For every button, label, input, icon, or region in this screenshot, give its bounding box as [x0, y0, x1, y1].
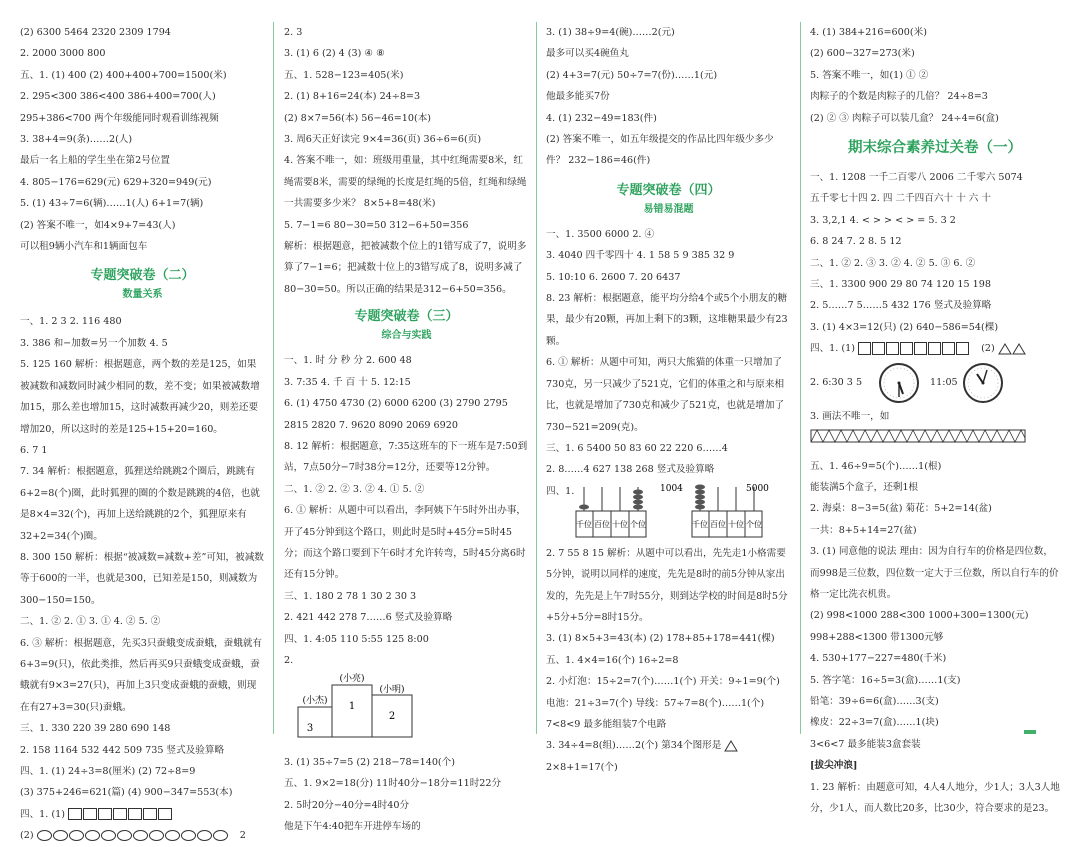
answer-line: 3. 周6天正好读完 9×4=36(页) 36÷6=6(页) [284, 134, 482, 146]
answer-line: 295+386<700 两个年级能同时观看训练视频 [20, 112, 219, 124]
answer-paragraph: 3. (1) 同意他的说法 理由：因为自行车的价格是四位数，而998是三位数，四位数一定大于三位数，所以自行车的价格一定比洗衣机贵。 [810, 546, 1059, 600]
answer-line: 他最多能买7份 [546, 91, 610, 103]
answer-line: 2. 海桌：8−3=5(盆) 菊花：5+2=14(盆) [810, 503, 992, 515]
column-divider [800, 22, 801, 734]
column-1 [20, 22, 265, 842]
answer-line: 2. 5时20分−40分=4时40分 [284, 799, 410, 811]
answer-line: 五千零七十四 2. 四 二千四百六十 十 六 十 [810, 193, 991, 205]
square-shape [872, 342, 885, 355]
answer-line: 一共：8+5+14=27(盆) [810, 524, 917, 536]
answer-line: 6. (1) 4750 4730 (2) 6000 6200 (3) 2790 2795 [284, 398, 508, 410]
section-title: 专题突破卷（四） [616, 182, 721, 198]
answer-line [20, 825, 265, 846]
answer-line: 二、1. ② 2. ② 3. ② 4. ① 5. ② [284, 483, 425, 495]
answer-line: 2815 2820 7. 9620 8090 2069 6920 [284, 419, 458, 431]
answer-line: 最多可以买4碗鱼丸 [546, 48, 629, 60]
abacus-left [576, 487, 646, 537]
answer-line: 他是下午4:40把车开进停车场的 [284, 821, 421, 832]
answer-line: (2) 998<1000 288<300 1000+300=1300(元) [810, 610, 1029, 622]
section-subtitle: 数量关系 [122, 289, 163, 301]
answer-line: (2) 8×7=56(本) 56−46=10(本) [284, 112, 432, 124]
oval-shape [197, 830, 212, 841]
place-label: 个位 [746, 519, 762, 529]
answer-line: 5. (1) 43÷7=6(辆)……1(人) 6+1=7(辆) [20, 198, 204, 210]
answer-line: 2. 421 442 278 7……6 竖式及验算略 [284, 612, 453, 624]
oval-shape [101, 830, 116, 841]
rectangle-shape [158, 808, 172, 820]
rectangle-shape [128, 808, 142, 820]
answer-line: 4. 530+177−227=480(千米) [810, 653, 947, 665]
triangles-figure [998, 343, 1026, 355]
answer-line: 5. 答字笔：16÷5=3(盒)……1(支) [810, 674, 961, 686]
rectangles-figure [68, 809, 173, 820]
answer-line: 3. 386 和−加数=另一个加数 4. 5 [20, 337, 168, 349]
answer-line: 4. 805−176=629(元) 629+320=949(元) [20, 176, 212, 188]
page-edge-tab [1024, 730, 1036, 734]
podium-figure [284, 673, 529, 747]
clock-icon [878, 362, 920, 404]
podium-name-third: (小杰) [302, 696, 328, 707]
answer-line: 二、1. ② 2. ① 3. ① 4. ② 5. ② [20, 616, 161, 628]
clock-time-label: 11:05 [930, 376, 958, 388]
triangle-shape [724, 740, 738, 752]
answer-paragraph: 6. ① 解析：从题中可知，两只大熊猫的体重一只增加了730克，另一只减少了521克，它们的体重之和与原来相比，也就是增加了730克和减少了521克，也就是增加了730−521=209(克)。 [546, 357, 785, 433]
answer-line: (2) 600−327=273(米) [810, 48, 915, 60]
oval-shape [165, 830, 180, 841]
podium-diagram [284, 673, 444, 739]
answer-line: 3. 38+4=9(条)……2(人) [20, 134, 133, 146]
rectangle-shape [83, 808, 97, 820]
answer-line: 四、1. 4:05 110 5:55 125 8:00 [284, 633, 429, 645]
answer-line: 三、1. 330 220 39 280 690 148 [20, 723, 171, 735]
square-shape [858, 342, 871, 355]
answer-label-2: (2) [981, 343, 995, 355]
column-divider [273, 22, 274, 734]
abacus-diagram [546, 481, 791, 543]
podium-name-first: (小亮) [339, 674, 365, 685]
place-label: 百位 [594, 519, 610, 529]
oval-shape [133, 830, 148, 841]
answer-line: 四、1. (1) 24÷3=8(厘米) (2) 72÷8=9 [20, 766, 196, 777]
answer-line: 五、1. 4×4=16(个) 16÷2=8 [546, 654, 679, 666]
clocks-row [810, 360, 1060, 406]
abacus-row [546, 481, 791, 543]
answer-paragraph: (2) 答案不唯一，如五年级提交的作品比四年级少多少件？ 232−186=46(件) [546, 134, 774, 167]
answer-text: 3. 34÷4=8(组)……2(个) 第34个图形是 [546, 740, 722, 752]
answer-paragraph: 8. 23 解析：根据题意，能平均分给4个或5个小朋友的糖果，最少有20颗，再加上剩下的3颗，这堆糖果最少有23颗。 [546, 293, 788, 347]
section-subtitle: 综合与实践 [381, 330, 432, 342]
place-label: 千位 [692, 519, 708, 529]
answer-line: 一、1. 3500 6000 2. ④ [546, 228, 655, 240]
answer-line: 三、1. 180 2 78 1 30 2 30 3 [284, 590, 417, 602]
answer-line: 可以租9辆小汽车和1辆面包车 [20, 241, 148, 253]
section-heading [20, 265, 265, 303]
answer-line: 3. 7:35 4. 千 百 十 5. 12:15 [284, 376, 411, 388]
clock-icon [962, 362, 1004, 404]
answer-line: 五、1. 528−123=405(米) [284, 69, 404, 81]
place-label: 千位 [576, 519, 592, 529]
answer-line: 2. 5……7 5……5 432 176 竖式及验算略 [810, 300, 992, 312]
oval-shape [181, 830, 196, 841]
answer-line: 3. 画法不唯一，如 [810, 410, 890, 422]
rectangle-shape [98, 808, 112, 820]
column-4 [810, 22, 1060, 814]
answer-line [810, 338, 1060, 359]
column-3 [546, 22, 791, 773]
answer-paragraph: 5. 125 160 解析：根据题意，两个数的差是125，如果被减数和减数同时减少相同的数，差不变；如果被减数增加15，那么差也增加15，这时减数再减少20，则差还要增加20，所以这时的差是125+15+20=160。 [20, 359, 260, 435]
answer-line: 5. 7−1=6 80−30=50 312−6+50=356 [284, 219, 469, 231]
answer-line: (2) ② ③ 肉粽子可以装几盒？ 24÷4=6(盒) [810, 112, 999, 124]
place-label: 个位 [630, 519, 646, 529]
answer-line: 三、1. 6 5400 50 83 60 22 220 6……4 [546, 442, 728, 454]
place-label: 百位 [710, 519, 726, 529]
podium-name-second: (小明) [379, 685, 405, 696]
oval-shape [149, 830, 164, 841]
column-divider [536, 22, 537, 734]
place-label: 十位 [728, 519, 744, 529]
rectangle-shape [113, 808, 127, 820]
abacus-left-value: 1004 [660, 483, 683, 494]
answer-paragraph: 6. ③ 解析：根据题意，先买3只蚕蛾变成蚕蛾，蚕蛾就有6+3=9(只)，依此类推，然后再买9只蚕蛾变成蚕蛾，蚕蛾就有9×3=27(只)，再加上3只变成蚕蛾的蚕蛾，则现在有27+3=30(只)蚕蛾。 [20, 637, 263, 713]
answer-line: 二、1. ② 2. ③ 3. ② 4. ② 5. ③ 6. ② [810, 257, 976, 269]
answer-line: (2) 4+3=7(元) 50÷7=7(份)……1(元) [546, 69, 718, 81]
oval-shape [85, 830, 100, 841]
section-heading [810, 133, 1060, 163]
section-subtitle: 易错易混题 [643, 203, 694, 215]
answer-paragraph: 2. 7 55 8 15 解析：从题中可以看出，先先走1小格需要5分钟，说明以同样的速度，先先是8时的前5分钟从家出发的，先先是上午7时55分，则到达学校的时间是8时5分+5分+5分=8时15分。 [546, 547, 788, 623]
answer-line: 3. (1) 38÷9=4(碗)……2(元) [546, 27, 675, 38]
answer-paragraph: 1. 23 解析：由题意可知，4人4人地分，少1人；3人3人地分，少1人，而人数比20多，比30少，符合要求的是23。 [810, 781, 1060, 814]
square-shape [956, 342, 969, 355]
answer-line: 998+288<1300 带1300元够 [810, 631, 944, 643]
answer-line: 3. (1) 8×5+3=43(本) (2) 178+85+178=441(棵) [546, 633, 775, 645]
answer-paragraph: 8. 12 解析：根据题意，7:35这班车的下一班车是7:50到站，7点50分−7时38分=12分，还要等12分钟。 [284, 440, 528, 474]
answer-label: 四、1. (1) [810, 343, 855, 355]
answer-line: 五、1. 9×2=18(分) 11时40分−18分=11时22分 [284, 778, 502, 790]
zigzag-pattern [810, 429, 1026, 443]
answer-line: 最后一名上船的学生坐在第2号位置 [20, 155, 171, 167]
oval-shape [53, 830, 68, 841]
answer-paragraph: 7. 34 解析：根据题意，狐狸送给跳跳2个圈后，跳跳有6+2=8(个)圈，此时狐狸的圈的个数是跳跳的4倍，也就是8×4=32(个)，再加上送给跳跳的2个，狐狸原来有32+2=34(个)圈。 [20, 466, 260, 542]
answer-line: 一、1. 2 3 2. 116 480 [20, 316, 122, 328]
answer-label: (2) [20, 830, 34, 842]
answer-line: 一、1. 时 分 秒 分 2. 600 48 [284, 355, 412, 367]
answer-line: 能装满5个盒子，还剩1根 [810, 481, 919, 493]
answer-line: 2. 8……4 627 138 268 竖式及验算略 [546, 464, 715, 476]
squares-figure [858, 343, 973, 354]
answer-paragraph: 4. 答案不唯一，如：班级用重量，其中红绳需要8米，红绳需要8米，需要的绿绳的长度是红绳的5倍，红绳和绿绳一共需要多少米？ 8×5+8=48(米) [284, 155, 527, 210]
square-shape [886, 342, 899, 355]
oval-shape [213, 830, 228, 841]
answer-line: 3. (1) 35÷7=5 (2) 218−78=140(个) [284, 756, 456, 768]
answer-line: 2. 小灯泡：15÷2=7(个)……1(个) 开关：9÷1=9(个) [546, 676, 780, 688]
column-2 [284, 22, 529, 832]
answer-line: 铅笔：39÷6=6(盒)……3(支) [810, 695, 939, 707]
answer-line: 5. 答案不唯一，如(1) ① ② [810, 69, 929, 81]
square-shape [928, 342, 941, 355]
answer-paragraph: 解析：根据题意，把被减数个位上的1错写成了7，说明多算了7−1=6；把减数十位上的3错写成了8，说明多减了80−30=50。所以正确的结果是312−6+50=356。 [284, 241, 527, 295]
answer-line: (2) 6300 5464 2320 2309 1794 [20, 27, 171, 38]
answer-line: 2×8+1=17(个) [546, 761, 618, 773]
answer-line: 五、1. 46÷9=5(个)……1(根) [810, 460, 942, 472]
section-heading [284, 306, 529, 344]
answer-line: 三、1. 3300 900 29 80 74 120 15 198 [810, 279, 991, 291]
answer-line: 4. (1) 232−49=183(件) [546, 112, 657, 124]
answer-line: 3<6<7 最多能装3盒套装 [810, 738, 921, 750]
square-shape [900, 342, 913, 355]
answer-line: 橡皮：22÷3=7(盒)……1(块) [810, 717, 939, 729]
answer-value: 2 [239, 830, 246, 842]
answer-line: 6. 7 1 [20, 444, 48, 456]
answer-line: 五、1. (1) 400 (2) 400+400+700=1500(米) [20, 69, 227, 81]
answer-paragraph: 8. 300 150 解析：根据“被减数=减数+差”可知，被减数等于600的一半，也就是300，已知差是150，则减数为300−150=150。 [20, 551, 264, 606]
podium-place-second: 2 [388, 711, 396, 723]
section-heading [546, 180, 791, 218]
answer-text: 2. 6:30 3 5 [810, 376, 863, 388]
answer-line [20, 804, 265, 825]
oval-shape [69, 830, 84, 841]
rectangle-shape [143, 808, 157, 820]
answer-line: 电池：21÷3=7(个) 导线：57÷7=8(个)……1(个) [546, 697, 765, 709]
podium-place-first: 1 [348, 701, 356, 713]
answer-line: (3) 375+246=621(篇) (4) 900−347=553(本) [20, 787, 233, 799]
answer-paragraph: 6. ① 解析：从题中可以看出，李阿姨下午5时外出办事，开了45分钟到这个路口，则此时是5时+45分=5时45分；而这个路口要到下午6时才允许转弯，5时45分离6时还有15分钟。 [284, 505, 527, 581]
section-title: 期末综合素养过关卷（一） [848, 140, 1022, 157]
answer-line: 3. (1) 4×3=12(只) (2) 640−586=54(棵) [810, 321, 999, 333]
answer-line: 2. [284, 654, 294, 666]
answer-line: 2. 2000 3000 800 [20, 48, 106, 60]
answer-line: 一、1. 1208 一千二百零八 2006 二千零六 5074 [810, 172, 1023, 184]
answer-label: 四、1. [546, 485, 575, 497]
bonus-heading: [拔尖冲浪] [810, 760, 858, 772]
section-title: 专题突破卷（三） [354, 309, 459, 325]
ovals-figure [37, 830, 232, 841]
place-label: 十位 [612, 519, 628, 529]
answer-line: 2. 295<300 386<400 386+400=700(人) [20, 91, 216, 103]
answer-line: (2) 答案不唯一，如4×9+7=43(人) [20, 219, 176, 231]
square-shape [942, 342, 955, 355]
section-title: 专题突破卷（二） [90, 268, 195, 284]
abacus-right-value: 5000 [746, 483, 769, 494]
podium-place-third: 3 [306, 723, 314, 735]
answer-line: 2. (1) 8+16=24(本) 24÷8=3 [284, 91, 421, 103]
answer-line: 6. 8 24 7. 2 8. 5 12 [810, 236, 902, 248]
answer-line [546, 735, 791, 756]
answer-line: 4. (1) 384+216=600(米) [810, 27, 927, 38]
answer-line: 2. 3 [284, 27, 303, 38]
answer-line: 3. (1) 6 (2) 4 (3) ④ ⑧ [284, 48, 385, 60]
answer-label: 四、1. (1) [20, 808, 65, 820]
rectangle-shape [68, 808, 82, 820]
answer-line: 肉粽子的个数是肉粽子的几倍？ 24÷8=3 [810, 91, 988, 103]
zigzag-figure [810, 429, 1060, 451]
oval-shape [37, 830, 52, 841]
oval-shape [117, 830, 132, 841]
answer-line: 3. 3,2,1 4. < > > < > = 5. 3 2 [810, 214, 956, 226]
answer-line: 2. 158 1164 532 442 509 735 竖式及验算略 [20, 744, 225, 756]
answer-line: 7<8<9 最多能组装7个电路 [546, 718, 667, 730]
answer-line: 5. 10:10 6. 2600 7. 20 6437 [546, 271, 681, 283]
square-shape [914, 342, 927, 355]
answer-line: 3. 4040 四千零四十 4. 1 58 5 9 385 32 9 [546, 250, 735, 262]
